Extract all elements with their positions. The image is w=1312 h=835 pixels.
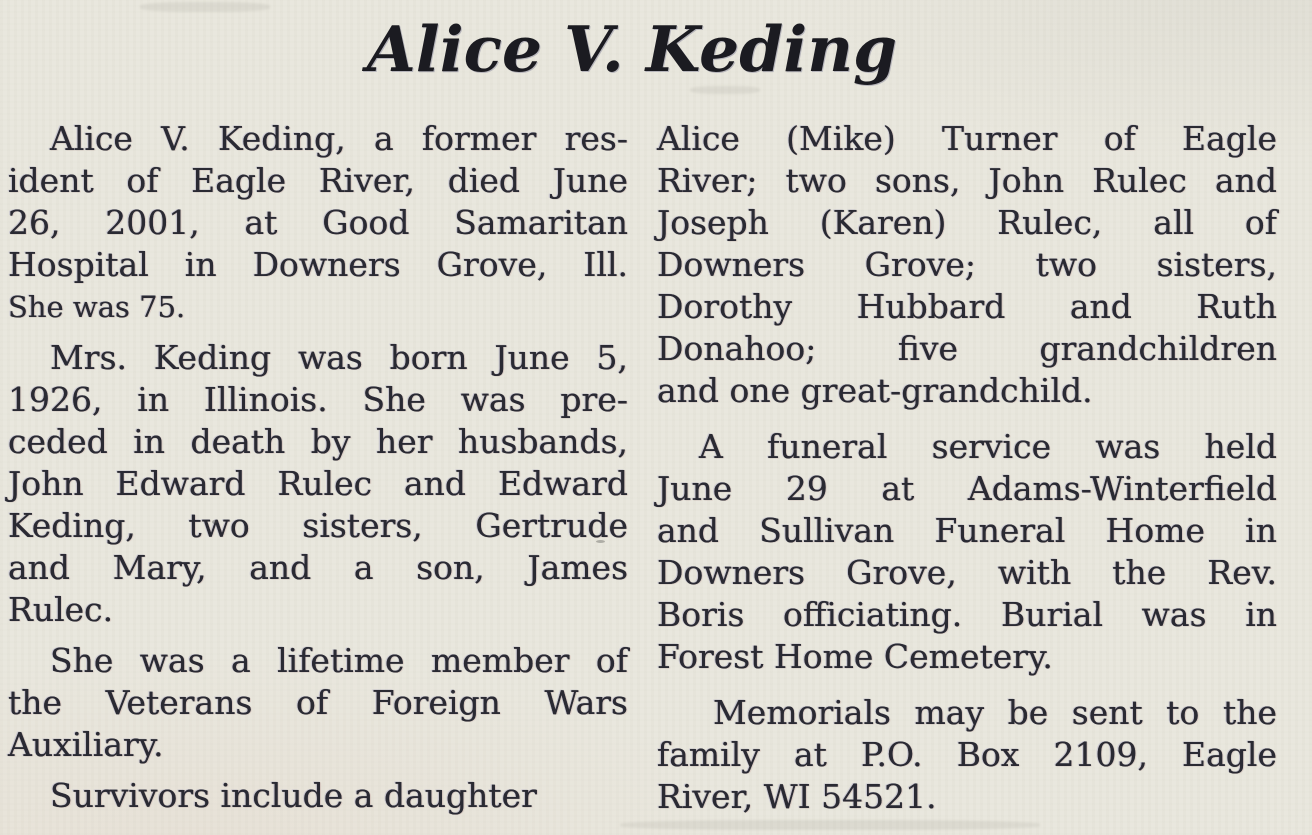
text-line: Downers Grove, with the Rev. <box>657 553 1277 592</box>
paragraph <box>657 426 1277 678</box>
text-line: Rulec. <box>8 590 114 629</box>
text-line: Dorothy Hubbard and Ruth <box>657 287 1277 326</box>
column-left <box>8 118 628 817</box>
text-line: River, WI 54521. <box>657 777 937 816</box>
text-line: Downers Grove; two sisters, <box>657 245 1277 284</box>
text-line: Joseph (Karen) Rulec, all of <box>657 203 1277 242</box>
text-line: A funeral service was held <box>699 427 1277 466</box>
paragraph <box>657 118 1277 412</box>
text-line: Alice (Mike) Turner of Eagle <box>657 119 1277 158</box>
scan-smudge <box>140 2 270 12</box>
text-line: Forest Home Cemetery. <box>657 637 1053 676</box>
text-line: the Veterans of Foreign Wars <box>8 683 628 722</box>
paragraph <box>8 775 628 817</box>
text-line: family at P.O. Box 2109, Eagle <box>657 735 1277 774</box>
text-line: and Sullivan Funeral Home in <box>657 511 1277 550</box>
text-line: She was 75. <box>8 290 186 324</box>
obituary-headline: Alice V. Keding <box>366 12 898 86</box>
text-line: Hospital in Downers Grove, Ill. <box>8 245 628 284</box>
text-line: John Edward Rulec and Edward <box>8 464 628 503</box>
text-line: and one great-grandchild. <box>657 371 1093 410</box>
paragraph <box>657 692 1277 818</box>
text-line: Mrs. Keding was born June 5, <box>50 338 628 377</box>
scan-speck <box>596 540 605 543</box>
text-line: 1926, in Illinois. She was pre- <box>8 380 628 419</box>
paragraph <box>8 337 628 631</box>
text-line: River; two sons, John Rulec and <box>657 161 1277 200</box>
scan-smudge <box>620 820 1040 830</box>
text-line: Memorials may be sent to the <box>713 693 1277 732</box>
text-line: Boris officiating. Burial was in <box>657 595 1277 634</box>
text-line: 26, 2001, at Good Samaritan <box>8 203 628 242</box>
column-right <box>657 118 1277 818</box>
paragraph <box>8 118 628 328</box>
text-line: Alice V. Keding, a former res- <box>50 119 628 158</box>
text-line: June 29 at Adams-Winterfield <box>657 469 1277 508</box>
scan-smudge <box>690 86 760 94</box>
text-line: Donahoo; five grandchildren <box>657 329 1277 368</box>
text-line: Survivors include a daughter <box>50 776 537 815</box>
text-line: She was a lifetime member of <box>50 641 628 680</box>
text-line: Auxiliary. <box>8 725 164 764</box>
scan-speck <box>212 520 217 524</box>
text-line: Keding, two sisters, Gertrude <box>8 506 628 545</box>
text-line: ceded in death by her husbands, <box>8 422 628 461</box>
paragraph <box>8 640 628 766</box>
text-line: ident of Eagle River, died June <box>8 161 628 200</box>
text-line: and Mary, and a son, James <box>8 548 628 587</box>
